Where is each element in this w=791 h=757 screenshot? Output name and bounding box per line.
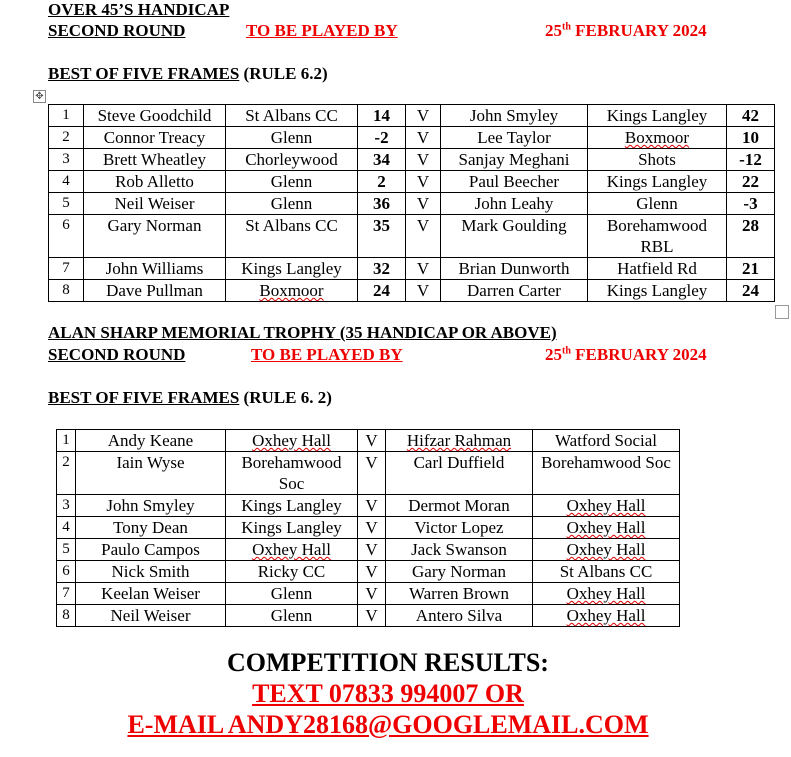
table-row [49,149,775,171]
home-handicap: 32 [358,258,406,280]
home-club: St Albans CC [226,215,358,258]
versus: V [358,561,386,583]
table-row [57,561,680,583]
match-number: 3 [57,495,76,517]
table-move-handle-icon[interactable]: ✥ [33,90,46,103]
versus: V [406,149,441,171]
away-player: John Leahy [441,193,588,215]
section1-date: 25th FEBRUARY 2024 [545,21,707,40]
away-handicap: 10 [727,127,775,149]
home-club: Borehamwood Soc [226,452,358,495]
section2-played-by: TO BE PLAYED BY [251,345,403,364]
table-row [49,127,775,149]
home-player: Keelan Weiser [76,583,226,605]
home-player: Brett Wheatley [84,149,226,171]
versus: V [406,127,441,149]
away-club: Oxhey Hall [533,517,680,539]
match-number: 8 [49,280,84,302]
versus: V [358,539,386,561]
match-number: 8 [57,605,76,627]
match-number: 2 [57,452,76,495]
versus: V [406,215,441,258]
away-club: Hatfield Rd [588,258,727,280]
versus: V [406,258,441,280]
table-row [57,495,680,517]
home-player: Connor Treacy [84,127,226,149]
versus: V [358,517,386,539]
home-player: Paulo Campos [76,539,226,561]
home-handicap: 34 [358,149,406,171]
away-club: Shots [588,149,727,171]
away-handicap: 28 [727,215,775,258]
home-club: Oxhey Hall [226,430,358,452]
home-club: Boxmoor [226,280,358,302]
home-player: Tony Dean [76,517,226,539]
away-handicap: -12 [727,149,775,171]
footer-text-number: TEXT 07833 994007 OR [252,679,524,708]
away-player: Hifzar Rahman [386,430,533,452]
away-player: Antero Silva [386,605,533,627]
away-club: Kings Langley [588,280,727,302]
section2-title: ALAN SHARP MEMORIAL TROPHY (35 HANDICAP OR ABOVE) [48,323,557,342]
home-club: Chorleywood [226,149,358,171]
home-club: Glenn [226,171,358,193]
match-number: 2 [49,127,84,149]
versus: V [358,583,386,605]
match-number: 7 [57,583,76,605]
away-handicap: -3 [727,193,775,215]
table-row [49,171,775,193]
away-player: Carl Duffield [386,452,533,495]
home-club: Glenn [226,127,358,149]
home-handicap: 14 [358,105,406,127]
away-player: Brian Dunworth [441,258,588,280]
home-club: Glenn [226,193,358,215]
away-club: Oxhey Hall [533,583,680,605]
home-player: Dave Pullman [84,280,226,302]
table-row [49,215,775,258]
home-player: John Smyley [76,495,226,517]
versus: V [358,430,386,452]
away-player: Gary Norman [386,561,533,583]
home-handicap: 36 [358,193,406,215]
match-number: 7 [49,258,84,280]
footer-email: E-MAIL ANDY28168@GOOGLEMAIL.COM [127,710,649,739]
home-player: Iain Wyse [76,452,226,495]
table-row [57,539,680,561]
match-number: 5 [57,539,76,561]
home-club: Ricky CC [226,561,358,583]
away-player: Jack Swanson [386,539,533,561]
table-row [57,430,680,452]
away-club: Borehamwood Soc [533,452,680,495]
away-club: St Albans CC [533,561,680,583]
home-handicap: 24 [358,280,406,302]
away-player: Victor Lopez [386,517,533,539]
versus: V [358,495,386,517]
match-number: 6 [57,561,76,583]
away-club: Boxmoor [588,127,727,149]
home-club: Glenn [226,605,358,627]
table-row [49,258,775,280]
away-handicap: 22 [727,171,775,193]
table-row [57,517,680,539]
section1-played-by: TO BE PLAYED BY [246,21,398,40]
away-player: Paul Beecher [441,171,588,193]
section1-format: BEST OF FIVE FRAMES (RULE 6.2) [48,64,328,83]
match-number: 1 [49,105,84,127]
away-club: Oxhey Hall [533,495,680,517]
section2-date: 25th FEBRUARY 2024 [545,345,707,364]
table-row [57,452,680,495]
home-club: Kings Langley [226,517,358,539]
away-player: Dermot Moran [386,495,533,517]
section1-title: OVER 45’S HANDICAP [48,0,230,19]
match-number: 3 [49,149,84,171]
table-row [49,193,775,215]
versus: V [406,193,441,215]
away-club: Oxhey Hall [533,539,680,561]
away-player: Mark Goulding [441,215,588,258]
versus: V [358,605,386,627]
away-club: Kings Langley [588,105,727,127]
home-club: St Albans CC [226,105,358,127]
away-player: Warren Brown [386,583,533,605]
section2-format: BEST OF FIVE FRAMES (RULE 6. 2) [48,388,332,407]
away-club: Glenn [588,193,727,215]
home-player: Gary Norman [84,215,226,258]
versus: V [406,105,441,127]
table-row [49,105,775,127]
section1-round: SECOND ROUND [48,21,186,40]
match-number: 4 [49,171,84,193]
match-number: 4 [57,517,76,539]
match-number: 1 [57,430,76,452]
away-club: Watford Social [533,430,680,452]
away-player: Sanjay Meghani [441,149,588,171]
versus: V [406,280,441,302]
home-player: Neil Weiser [76,605,226,627]
away-player: Darren Carter [441,280,588,302]
away-handicap: 42 [727,105,775,127]
table-row [49,280,775,302]
table-row [57,583,680,605]
table-resize-handle[interactable] [775,305,789,319]
home-club: Oxhey Hall [226,539,358,561]
home-club: Kings Langley [226,258,358,280]
away-player: John Smyley [441,105,588,127]
away-club: Kings Langley [588,171,727,193]
home-player: Andy Keane [76,430,226,452]
over45-fixtures-table [48,104,775,302]
away-club: Oxhey Hall [533,605,680,627]
home-player: Steve Goodchild [84,105,226,127]
away-player: Lee Taylor [441,127,588,149]
versus: V [406,171,441,193]
table-row [57,605,680,627]
home-club: Glenn [226,583,358,605]
section2-round: SECOND ROUND [48,345,186,364]
match-number: 5 [49,193,84,215]
home-handicap: -2 [358,127,406,149]
versus: V [358,452,386,495]
home-player: Rob Alletto [84,171,226,193]
home-handicap: 2 [358,171,406,193]
away-handicap: 21 [727,258,775,280]
home-player: John Williams [84,258,226,280]
home-handicap: 35 [358,215,406,258]
match-number: 6 [49,215,84,258]
away-club: Borehamwood RBL [588,215,727,258]
alan-sharp-fixtures-table [56,429,680,627]
home-player: Nick Smith [76,561,226,583]
home-player: Neil Weiser [84,193,226,215]
away-handicap: 24 [727,280,775,302]
home-club: Kings Langley [226,495,358,517]
footer-heading: COMPETITION RESULTS: [227,648,549,677]
